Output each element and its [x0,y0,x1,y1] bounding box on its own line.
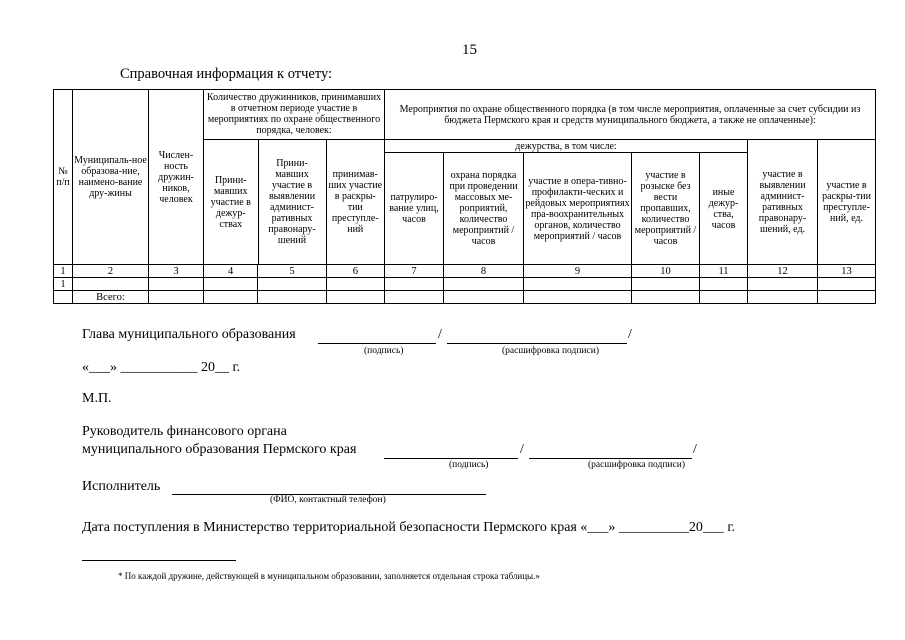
header-events-group: Мероприятия по охране общественного порядка (в том числе мероприятия, оплаченные за счет субсидии из бюджета Пермского края и средств муниципального бюджета, а также не оплаченные): [385,90,876,140]
index-cell: 1 [54,265,73,278]
header-volunteers-group: Количество дружинников, принимавших в отчетном периоде участие в мероприятиях по охране общественного порядка, человек: [204,90,385,140]
footnote-separator [82,560,236,561]
table-cell[interactable] [700,278,748,291]
header-col5: Прини-мавших участие в выявлении админист-ративных правонару-шений [258,140,326,264]
index-row [54,265,876,278]
header-col6: принимав-ших участие в раскры-тии преступле-ний [328,169,383,235]
header-col11: иные дежур-ства, часов [700,153,748,265]
table-cell[interactable] [700,291,748,304]
header-col13: участие в раскры-тии преступле-ний, ед. [818,140,876,265]
total-row [54,291,876,304]
decode-hint: (расшифровка подписи) [588,460,685,470]
stamp-label: М.П. [82,391,112,406]
table-cell[interactable] [149,291,204,304]
decode-hint: (расшифровка подписи) [502,346,599,356]
header-col4: Прини-мавших участие в дежур-ствах [204,140,258,264]
page-number: 15 [462,42,477,58]
receipt-date-line[interactable]: Дата поступления в Министерство территориальной безопасности Пермского края «___» __________20___ г. [82,520,736,535]
table-cell[interactable] [326,278,384,291]
table-cell[interactable] [748,291,818,304]
slash: / [693,442,697,457]
index-cell: 3 [149,265,204,278]
table-cell[interactable] [149,278,204,291]
table-cell[interactable] [204,278,258,291]
slash: / [628,327,632,342]
table-cell[interactable] [204,291,258,304]
header-municipality: Муниципаль-ное образова-ние, наимено-вание дру-жины [73,90,149,265]
index-cell: 9 [524,265,632,278]
index-cell: 8 [444,265,524,278]
header-duty-group: дежурства, в том числе: [385,140,748,153]
finance-title-line1: Руководитель финансового органа [82,424,287,439]
table-cell[interactable] [818,278,876,291]
table-cell[interactable] [258,291,326,304]
index-cell: 10 [632,265,700,278]
header-count: Числен-ность дружин-ников, человек [149,90,204,265]
table-cell[interactable] [632,291,700,304]
table-row [54,278,876,291]
row-number: 1 [54,278,73,291]
table-cell[interactable] [385,278,444,291]
head-signature-line[interactable] [318,343,436,344]
reference-title: Справочная информация к отчету: [120,66,333,82]
table-cell[interactable] [258,278,326,291]
volunteers-subtable [204,140,384,264]
header-col9: участие в опера-тивно-профилакти-ческих и рейдовых мероприятиях пра-воохранительных органов, количество мероприятий / часов [524,153,632,265]
index-cell: 6 [326,265,384,278]
header-col8: охрана порядка при проведении массовых ме-роприятий, количество мероприятий / часов [444,153,524,265]
table-cell [54,291,73,304]
index-cell: 12 [748,265,818,278]
table-cell[interactable] [73,278,149,291]
finance-decode-line[interactable] [529,458,692,459]
total-label: Всего: [73,291,149,304]
index-cell: 4 [204,265,258,278]
table-cell[interactable] [818,291,876,304]
header-col12: участие в выявлении админист-ративных правонару-шений, ед. [748,140,818,265]
head-decode-line[interactable] [447,343,627,344]
table-cell[interactable] [748,278,818,291]
table-cell[interactable] [326,291,384,304]
table-cell[interactable] [444,278,524,291]
header-volunteers-subcells [204,140,385,265]
table-cell[interactable] [385,291,444,304]
date-line[interactable]: «___» ___________ 20__ г. [82,360,241,375]
header-col10: участие в розыске без вести пропавших, количество мероприятий /часов [632,153,700,265]
footnote: * По каждой дружине, действующей в муниципальном образовании, заполняется отдельная строка таблицы.» [118,571,540,581]
head-label: Глава муниципального образования [82,327,296,342]
executor-hint: (ФИО, контактный телефон) [270,495,386,505]
executor-label: Исполнитель [82,479,161,494]
finance-title-line2: муниципального образования Пермского края [82,442,357,457]
header-col7: патрулиро-вание улиц, часов [385,153,444,265]
index-cell: 5 [258,265,326,278]
table-cell[interactable] [524,278,632,291]
index-cell: 7 [385,265,444,278]
signature-hint: (подпись) [364,346,404,356]
slash: / [520,442,524,457]
index-cell: 2 [73,265,149,278]
slash: / [438,327,442,342]
index-cell: 13 [818,265,876,278]
table-cell[interactable] [524,291,632,304]
table-cell[interactable] [632,278,700,291]
finance-signature-line[interactable] [384,458,518,459]
index-cell: 11 [700,265,748,278]
header-num: № п/п [54,90,73,265]
table-cell[interactable] [444,291,524,304]
report-table [53,89,876,304]
signature-hint: (подпись) [449,460,489,470]
